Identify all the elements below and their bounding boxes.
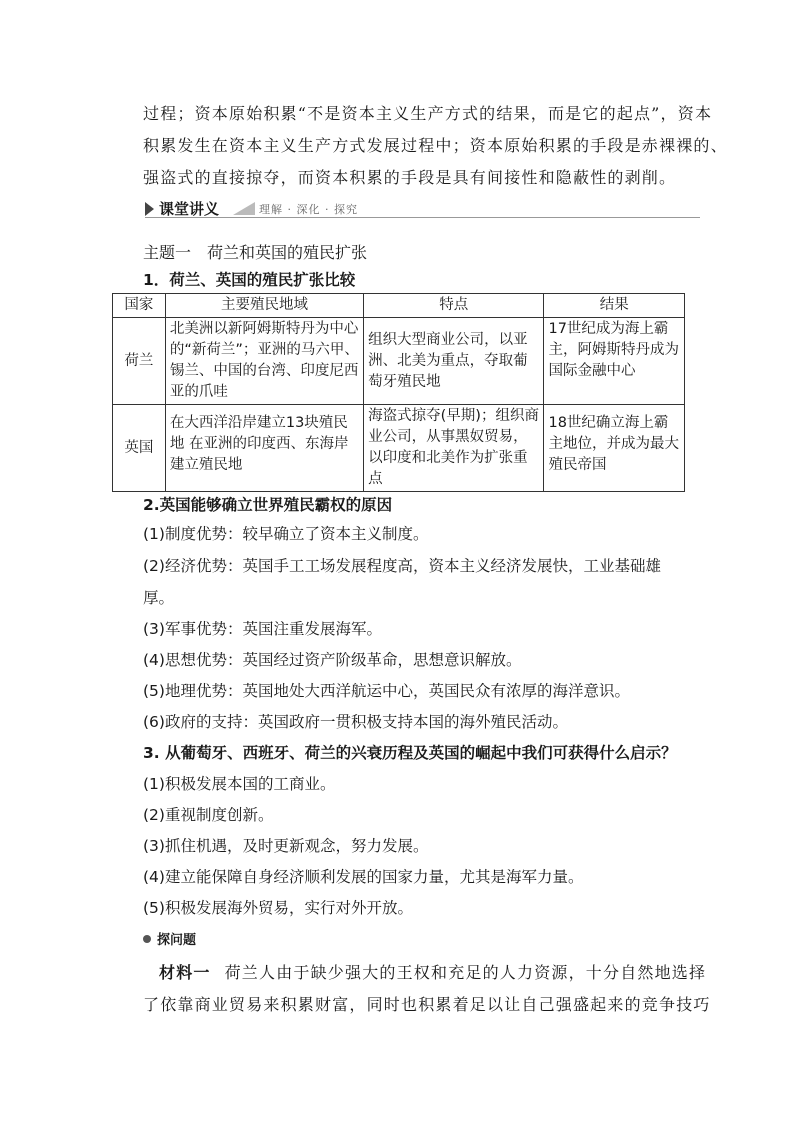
question-2-title: 2.英国能够确立世界殖民霸权的原因 (143, 496, 393, 514)
q2-item: 厚。 (143, 589, 175, 607)
table-row (113, 318, 685, 405)
colonial-comparison-table (112, 293, 685, 492)
banner-arrow-icon (145, 202, 154, 216)
cell-result: 18世纪确立海上霸主地位，并成为最大殖民帝国 (544, 405, 685, 492)
q3-item: (4)建立能保障自身经济顺利发展的国家力量，尤其是海军力量。 (143, 868, 584, 886)
q2-item: (4)思想优势：英国经过资产阶级革命，思想意识解放。 (143, 651, 522, 669)
q2-item: (6)政府的支持：英国政府一贯积极支持本国的海外殖民活动。 (143, 713, 568, 731)
bullet-dot-icon (143, 935, 151, 943)
section-banner (145, 198, 700, 220)
table-header-row (113, 294, 685, 318)
material-label: 材料一 (159, 963, 211, 982)
header-result: 结果 (544, 294, 685, 318)
cell-feature: 组织大型商业公司，以亚洲、北美为重点，夺取葡萄牙殖民地 (364, 318, 544, 405)
q3-item: (5)积极发展海外贸易，实行对外开放。 (143, 899, 413, 917)
q2-item: (2)经济优势：英国手工工场发展程度高，资本主义经济发展快，工业基础雄 (143, 557, 661, 575)
intro-line-2: 积累发生在资本主义生产方式发展过程中；资本原始积累的手段是赤裸裸的、 (143, 136, 728, 155)
header-country: 国家 (113, 294, 166, 318)
cell-region: 北美洲以新阿姆斯特丹为中心的“新荷兰”；亚洲的马六甲、锡兰、中国的台湾、印度尼西亚的爪哇 (165, 318, 363, 405)
q2-item: (1)制度优势：较早确立了资本主义制度。 (143, 525, 429, 543)
q3-item: (1)积极发展本国的工商业。 (143, 775, 336, 793)
topic-heading: 主题一 荷兰和英国的殖民扩张 (143, 243, 368, 262)
cell-country: 荷兰 (113, 318, 166, 405)
header-region: 主要殖民地域 (165, 294, 363, 318)
material-line-2: 了依靠商业贸易来积累财富，同时也积累着足以让自己强盛起来的竞争技巧 (143, 995, 711, 1014)
intro-line-1: 过程；资本原始积累“不是资本主义生产方式的结果，而是它的起点”，资本 (143, 104, 713, 123)
explore-heading (143, 929, 196, 948)
question-1-title: 1．荷兰、英国的殖民扩张比较 (143, 271, 356, 289)
q3-item: (2)重视制度创新。 (143, 806, 274, 824)
table-row (113, 405, 685, 492)
q2-item: (3)军事优势：英国注重发展海军。 (143, 620, 382, 638)
intro-line-3: 强盗式的直接掠夺，而资本积累的手段是具有间接性和隐蔽性的剥削。 (143, 168, 677, 187)
explore-heading-label: 探问题 (157, 933, 197, 948)
cell-feature: 海盗式掠夺(早期)；组织商业公司，从事黑奴贸易，以印度和北美作为扩张重点 (364, 405, 544, 492)
question-3-title: 3. 从葡萄牙、西班牙、荷兰的兴衰历程及英国的崛起中我们可获得什么启示？ (143, 744, 677, 762)
cell-result: 17世纪成为海上霸主，阿姆斯特丹成为国际金融中心 (544, 318, 685, 405)
material-line-1 (159, 960, 706, 983)
section-title: 课堂讲义 (159, 200, 220, 218)
q2-item: (5)地理优势：英国地处大西洋航运中心，英国民众有浓厚的海洋意识。 (143, 682, 630, 700)
section-subtitle: 理解 · 深化 · 探究 (259, 203, 358, 216)
header-feature: 特点 (364, 294, 544, 318)
banner-rule (145, 217, 700, 218)
banner-hatch-icon (233, 202, 255, 215)
cell-country: 英国 (113, 405, 166, 492)
q3-item: (3)抓住机遇，及时更新观念，努力发展。 (143, 837, 429, 855)
material-text: 荷兰人由于缺少强大的王权和充足的人力资源，十分自然地选择 (224, 963, 707, 982)
cell-region: 在大西洋沿岸建立13块殖民地 在亚洲的印度西、东海岸建立殖民地 (165, 405, 363, 492)
